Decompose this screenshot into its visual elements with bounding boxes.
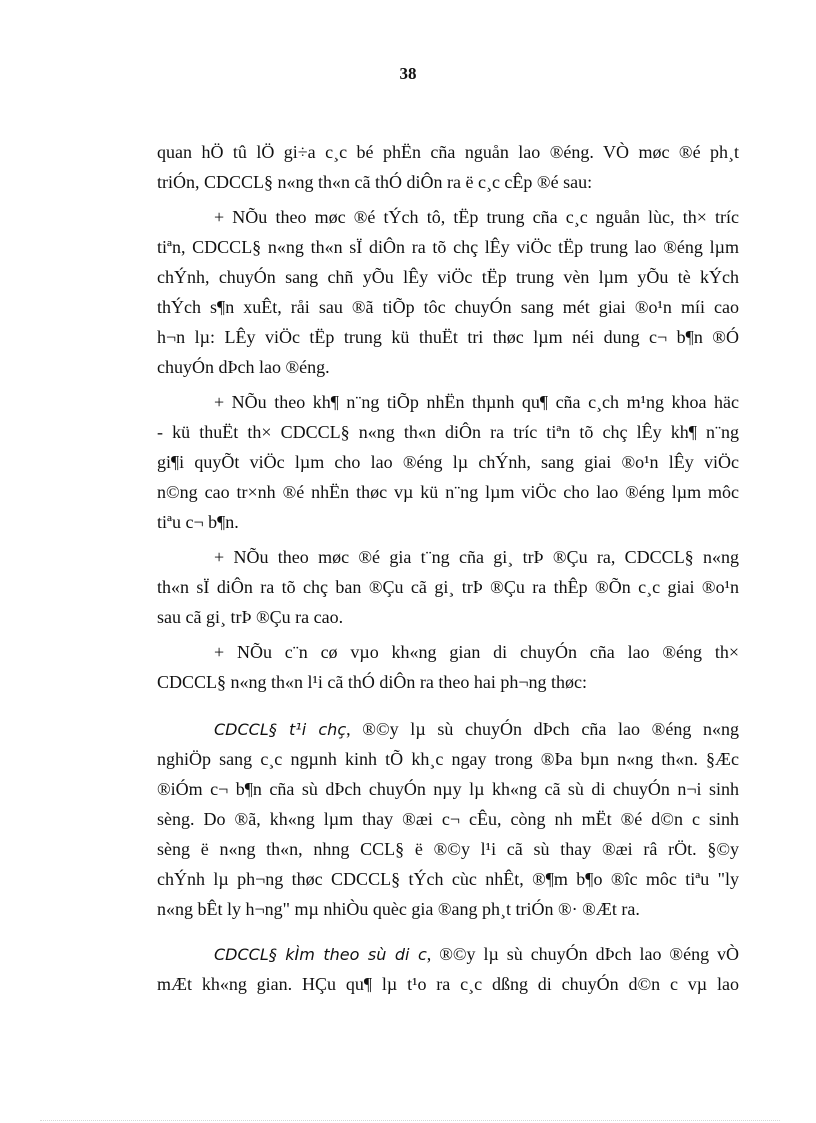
text-line: + NÕu theo møc ®é tÝch tô, tËp trung cña c¸c nguån lùc, th× tríc xyxy=(214,207,739,227)
text-line: sau cã gi¸ trÞ ®Çu ra cao. xyxy=(157,607,344,627)
text-line: sèng ë n«ng th«n, nhng CCL§ ë ®©y l¹i cã sù thay ®æi râ rÖt. §©y xyxy=(157,839,739,859)
text-line: - kü thuËt th× CDCCL§ n«ng th«n diÔn ra tríc tiªn tõ chç lÊy kh¶ n¨ng xyxy=(157,422,739,442)
text-line: quan hÖ tû lÖ gi÷a c¸c bé phËn cña nguån lao ®éng. VÒ møc ®é ph¸t xyxy=(157,142,739,162)
italic-term: CDCCL§ kÌm theo sù di c xyxy=(214,945,427,964)
text-line xyxy=(214,718,739,741)
text-line-rest: , ®©y lµ sù chuyÓn dÞch lao ®éng vÒ xyxy=(426,944,740,964)
text-line: chÝnh, chuyÓn sang chñ yÕu lÊy viÖc tËp trung vèn lµm yÕu tè kÝch xyxy=(157,267,739,287)
text-line: n©ng cao tr×nh ®é nhËn thøc vµ kü n¨ng lµm viÖc cho lao ®éng lµm môc xyxy=(157,482,739,502)
text-line: n«ng bÊt ly h¬ng" mµ nhiÒu quèc gia ®ang ph¸t triÓn ®· ®Æt ra. xyxy=(157,899,640,919)
text-line: tiªn, CDCCL§ n«ng th«n sÏ diÔn ra tõ chç lÊy viÖc tËp trung lao ®éng lµm xyxy=(157,237,739,257)
page-number: 38 xyxy=(399,64,417,83)
text-line: nghiÖp sang c¸c ngµnh kinh tÕ kh¸c ngay trong ®Þa bµn n«ng th«n. §Æc xyxy=(157,749,739,769)
text-line: tiªu c¬ b¶n. xyxy=(157,512,239,532)
text-line: chuyÓn dÞch lao ®éng. xyxy=(157,357,330,377)
text-line: gi¶i quyÕt viÖc lµm cho lao ®éng lµ chÝnh, sang giai ®o¹n lÊy viÖc xyxy=(157,452,739,472)
text-line: + NÕu theo kh¶ n¨ng tiÕp nhËn thµnh qu¶ cña c¸ch m¹ng khoa häc xyxy=(214,392,739,412)
text-line: th«n sÏ diÔn ra tõ chç ban ®Çu cã gi¸ trÞ ®Çu ra thÊp ®Õn c¸c giai ®o¹n xyxy=(157,577,739,597)
text-line: mÆt kh«ng gian. HÇu qu¶ lµ t¹o ra c¸c dßng di chuyÓn d©n c vµ lao xyxy=(157,974,739,994)
text-line: triÓn, CDCCL§ n«ng th«n cã thÓ diÔn ra ë c¸c cÊp ®é sau: xyxy=(157,172,593,192)
text-line: + NÕu c¨n cø vµo kh«ng gian di chuyÓn cña lao ®éng th× xyxy=(214,642,739,662)
text-line: + NÕu theo møc ®é gia t¨ng cña gi¸ trÞ ®Çu ra, CDCCL§ n«ng xyxy=(214,547,739,567)
text-line xyxy=(214,943,739,966)
text-line: ®iÓm c¬ b¶n cña sù dÞch chuyÓn nµy lµ kh«ng cã sù di chuyÓn n¬i sinh xyxy=(157,779,739,799)
italic-term: CDCCL§ t¹i chç xyxy=(214,720,347,739)
text-line: thÝch s¶n xuÊt, råi sau ®ã tiÕp tôc chuyÓn sang mét giai ®o¹n míi cao xyxy=(157,297,739,317)
page-bottom-rule xyxy=(40,1120,780,1121)
text-line: CDCCL§ n«ng th«n l¹i cã thÓ diÔn ra theo hai ph¬ng thøc: xyxy=(157,672,587,692)
text-line-rest: , ®©y lµ sù chuyÓn dÞch cña lao ®éng n«ng xyxy=(346,719,739,739)
text-line: chÝnh lµ ph¬ng thøc CDCCL§ tÝch cùc nhÊt, ®¶m b¶o ®îc môc tiªu "ly xyxy=(157,869,739,889)
text-line: sèng. Do ®ã, kh«ng lµm thay ®æi c¬ cÊu, còng nh mËt ®é d©n c sinh xyxy=(157,809,739,829)
text-line: h¬n lµ: LÊy viÖc tËp trung kü thuËt tri thøc lµm néi dung c¬ b¶n ®Ó xyxy=(157,327,739,347)
